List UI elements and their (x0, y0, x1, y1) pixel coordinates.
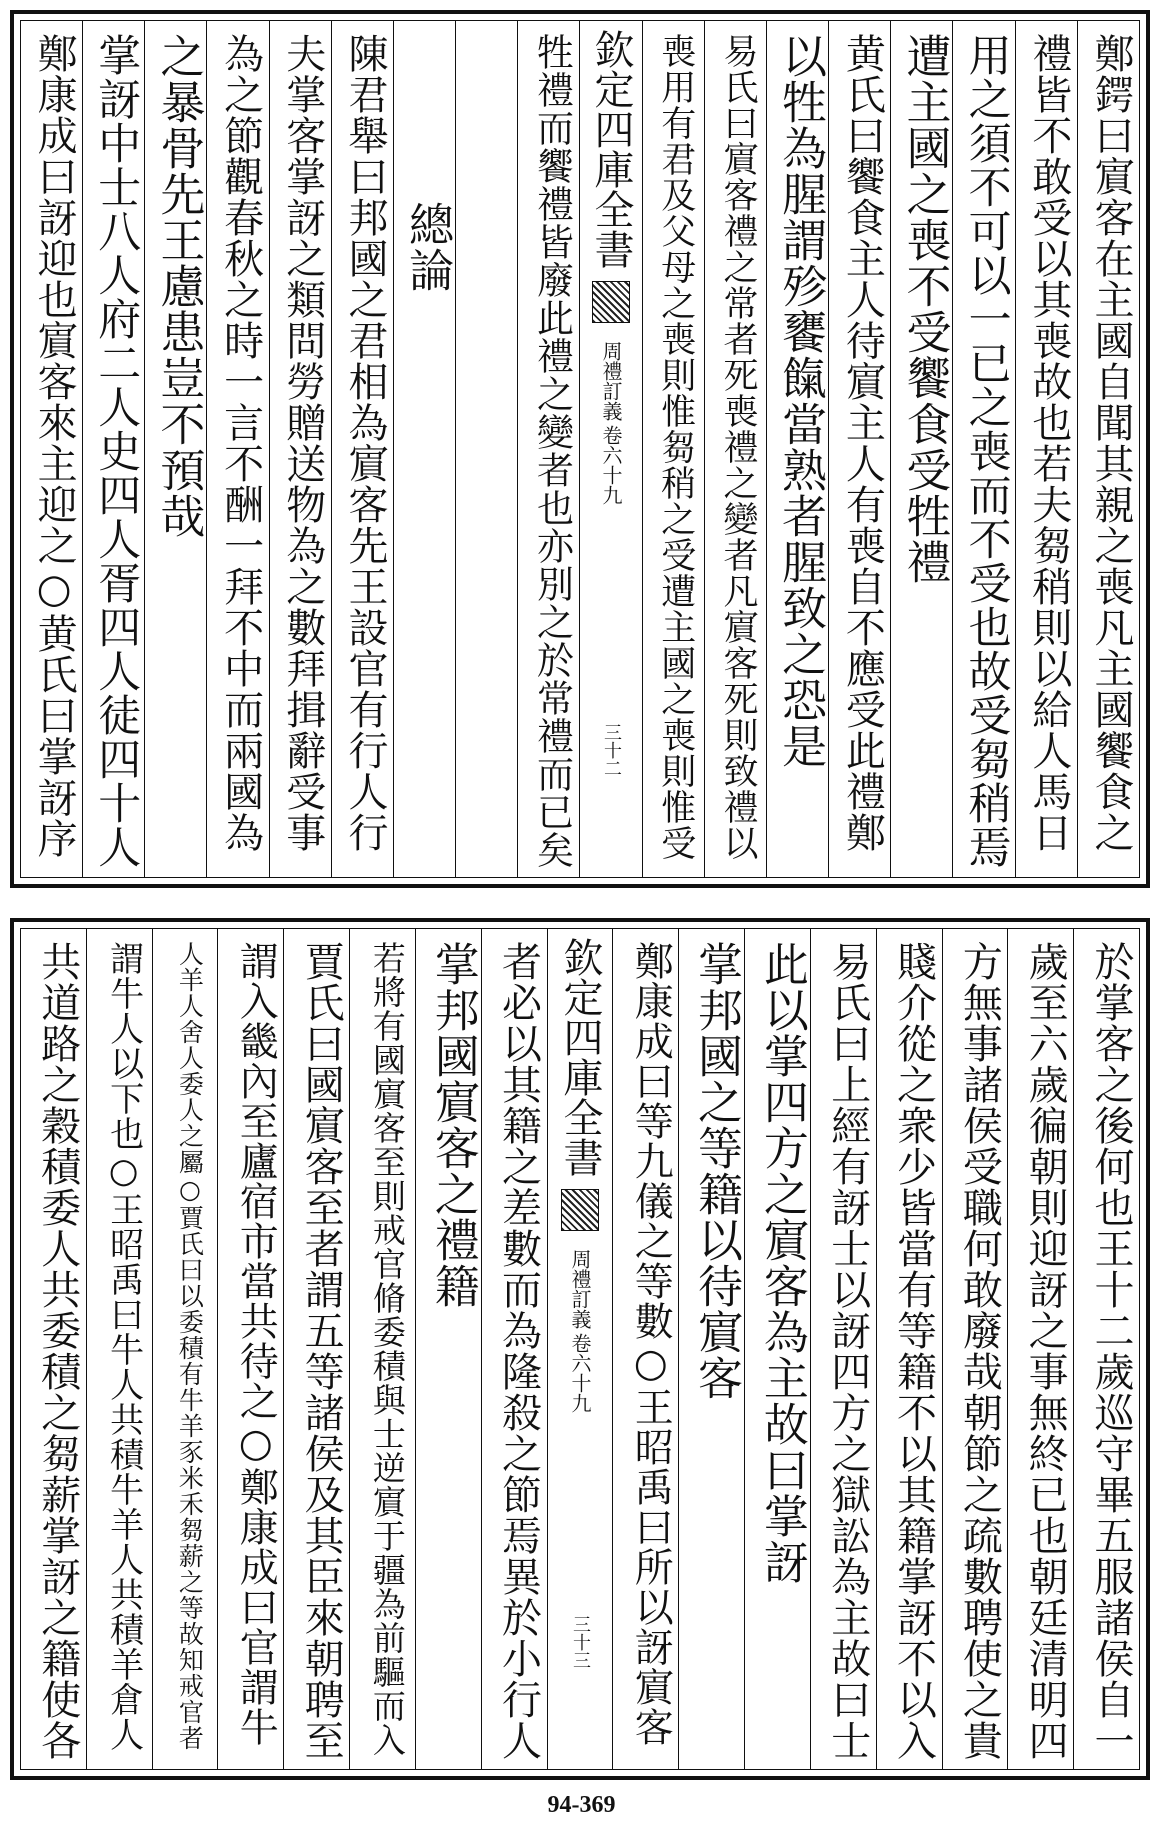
column-text: 此以掌四方之賔客為主故曰掌訝 (755, 941, 809, 1585)
text-column (1007, 929, 1073, 1769)
text-column (828, 21, 890, 877)
column-text: 用之須不可以一已之喪而不受也故受芻稍焉 (961, 33, 1012, 869)
folio-number: 三十二 (601, 723, 623, 777)
lower-page (10, 918, 1150, 1780)
column-text: 夫掌客掌訝之類問勞贈送物為之數拜揖辭受事 (279, 33, 326, 853)
text-column (517, 21, 579, 877)
column-text: 賤介從之衆少皆當有等籍不以其籍掌訝不以入 (890, 941, 937, 1761)
text-column (1073, 929, 1139, 1769)
center-fold (579, 21, 641, 877)
lower-page-columns (20, 928, 1140, 1770)
column-text: 喪用有君及父母之喪則惟芻稍之受遭主國之喪則惟受 (655, 33, 696, 861)
column-text: 歲至六歲徧朝則迎訝之事無終已也朝廷清明四 (1022, 941, 1069, 1761)
text-column (331, 21, 393, 877)
fish-tail-mark-icon (592, 281, 630, 323)
text-column (876, 929, 942, 1769)
text-column (744, 929, 810, 1769)
column-text: 鄭康成曰訝迎也賔客來主迎之○黄氏曰掌訝序 (31, 33, 78, 859)
column-text: 黄氏曰饗食主人待賔主人有喪自不應受此禮鄭 (839, 33, 886, 853)
column-text: 若將有國賔客至則戒官脩委積與士逆賔于疆為前驅而入 (367, 941, 407, 1757)
text-column (481, 929, 547, 1769)
text-column (942, 929, 1008, 1769)
column-text: 共道路之穀積委人共委積之芻薪掌訝之籍使各 (34, 941, 81, 1761)
center-fold (547, 929, 613, 1769)
column-text: 為之節觀春秋之時一言不酬一拜不中而兩國為 (217, 33, 264, 853)
chapter-label (569, 1249, 591, 1413)
upper-page-columns (20, 20, 1140, 878)
text-column (952, 21, 1014, 877)
text-column (642, 21, 704, 877)
column-text: 方無事諸侯受職何敢廢哉朝節之疏數聘使之貴 (956, 941, 1003, 1761)
text-column (415, 929, 481, 1769)
text-column (269, 21, 331, 877)
book-title: 欽定四庫全書 (588, 29, 635, 269)
column-text: 者必以其籍之差數而為隆殺之節焉異於小行人 (495, 941, 542, 1761)
text-column (152, 929, 218, 1769)
column-text: 於掌客之後何也王十二歲巡守畢五服諸侯自一 (1088, 941, 1134, 1761)
text-column (283, 929, 349, 1769)
section-heading: 總論 (401, 201, 455, 293)
column-text: 掌邦國賔客之禮籍 (426, 941, 480, 1309)
column-text: 謂牛人以下也○王昭禹曰牛人共積牛羊人共積羊倉人 (103, 941, 144, 1752)
column-text: 人羊人舍人委人之屬○賈氏曰以委積有牛羊豕米禾芻薪之等故知戒官者 (175, 941, 205, 1751)
column-text: 以牲為腥謂殄饔餼當熟者腥致之恐是 (774, 33, 828, 769)
text-column (21, 21, 82, 877)
text-column (1015, 21, 1077, 877)
text-column (393, 21, 455, 877)
column-text: 鄭康成曰等九儀之等數○王昭禹曰所以訝賔客 (628, 941, 674, 1747)
column-text: 掌訝中士八人府二人史四人胥四人徒四十人 (91, 33, 142, 869)
text-column (144, 21, 206, 877)
text-column (206, 21, 268, 877)
page-number: 94-369 (547, 1792, 616, 1818)
text-column (86, 929, 152, 1769)
column-text: 鄭鍔曰賔客在主國自聞其親之喪凡主國饗食之 (1088, 33, 1134, 853)
text-column (82, 21, 144, 877)
text-column (810, 929, 876, 1769)
text-column (217, 929, 283, 1769)
chapter-name: 周禮訂義 (599, 341, 624, 421)
volume-number: 卷六十九 (599, 425, 624, 505)
book-title: 欽定四庫全書 (556, 937, 603, 1177)
column-text: 牲禮而饗禮皆廢此禮之變者也亦別之於常禮而已矣 (530, 33, 574, 869)
text-column (704, 21, 766, 877)
text-column (21, 929, 86, 1769)
blank-column (455, 21, 517, 877)
upper-page (10, 10, 1150, 888)
column-text: 賈氏曰國賔客至者謂五等諸侯及其臣來朝聘至 (298, 941, 345, 1761)
text-column (678, 929, 744, 1769)
text-column (766, 21, 828, 877)
chapter-name: 周禮訂義 (567, 1249, 592, 1329)
column-text: 掌邦國之等籍以待賔客 (690, 941, 744, 1401)
fish-tail-mark-icon (561, 1189, 599, 1231)
text-column (612, 929, 678, 1769)
column-text: 陳君舉曰邦國之君相為賔客先王設官有行人行 (341, 33, 388, 853)
chapter-label (600, 341, 622, 505)
text-column (1077, 21, 1139, 877)
column-text: 謂入畿內至廬宿市當共待之○鄭康成曰官謂牛 (233, 941, 279, 1747)
column-text: 易氏曰賔客禮之常者死喪禮之變者凡賔客死則致禮以 (717, 33, 758, 861)
column-text: 禮皆不敢受以其喪故也若夫芻稍則以給人馬日 (1025, 33, 1072, 853)
volume-number: 卷六十九 (567, 1333, 592, 1413)
text-column (349, 929, 415, 1769)
folio-number: 三十三 (569, 1615, 591, 1669)
text-column (890, 21, 952, 877)
column-text: 遭主國之喪不受饗食受牲禮 (898, 33, 952, 585)
column-text: 易氏曰上經有訝士以訝四方之獄訟為主故曰士 (824, 941, 871, 1761)
column-text: 之暴骨先王慮患豈不預哉 (152, 33, 206, 539)
